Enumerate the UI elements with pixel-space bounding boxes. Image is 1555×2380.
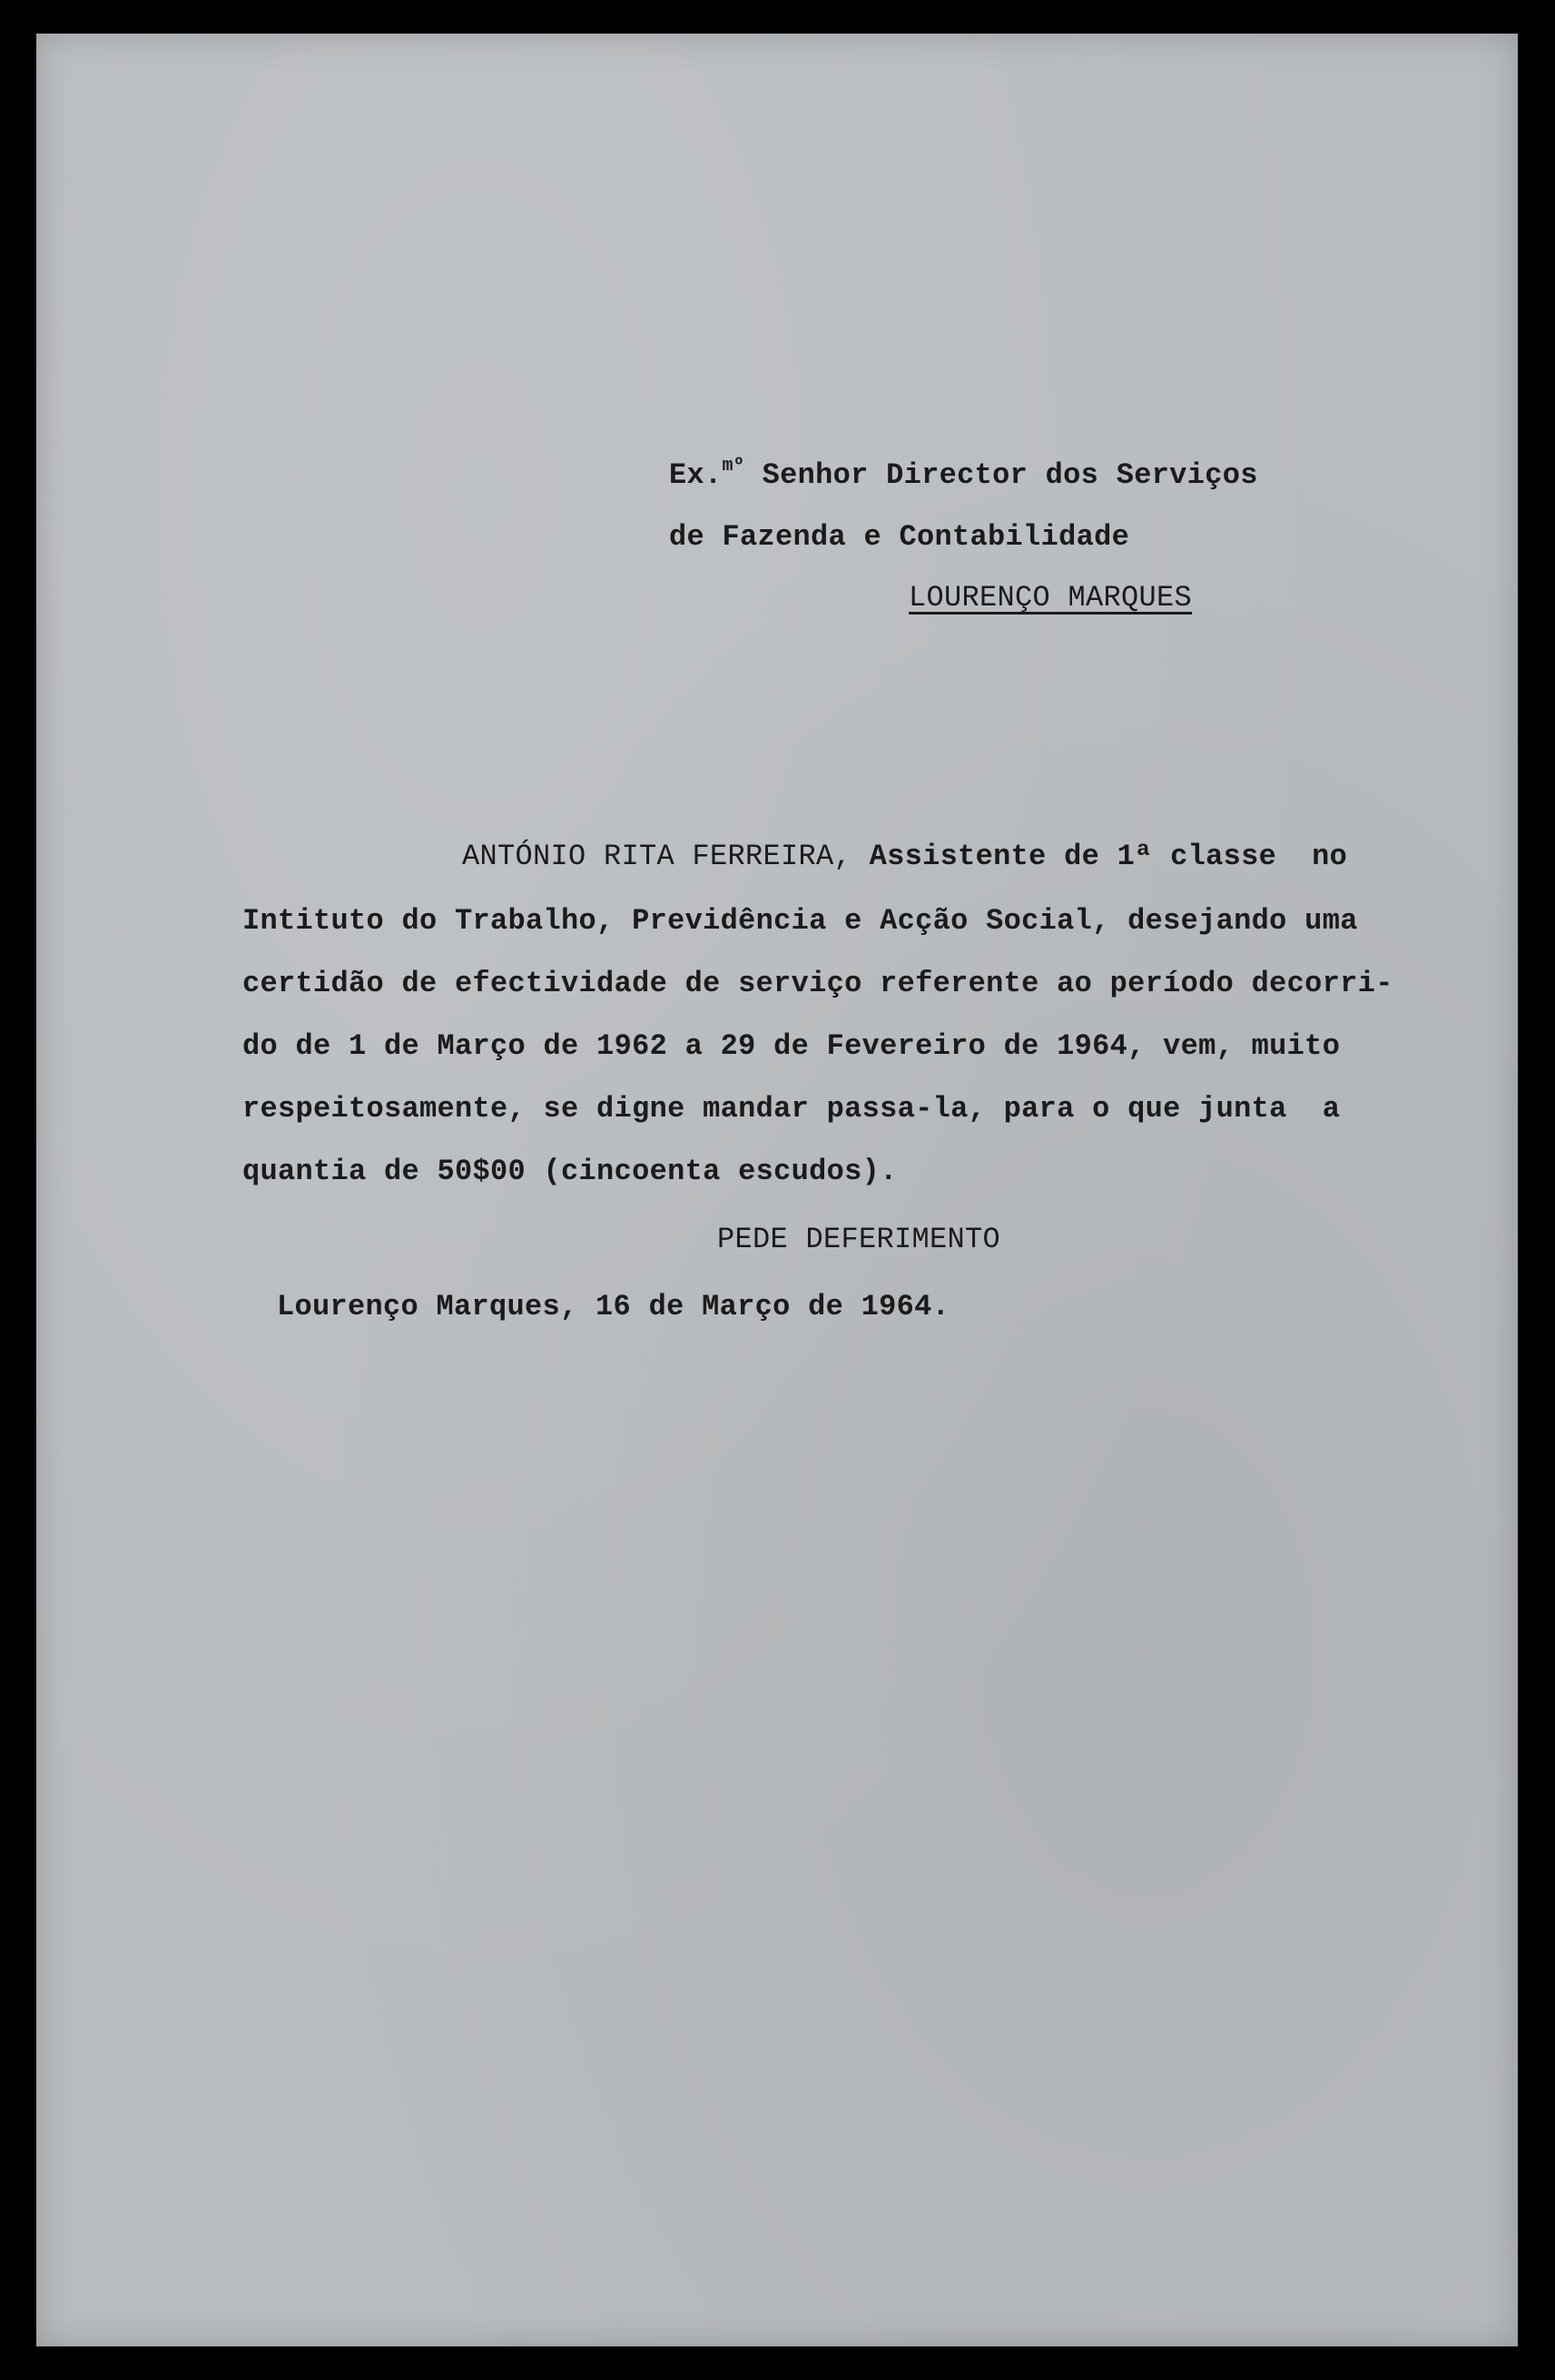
body-line-4: do de 1 de Março de 1962 a 29 de Fevereiro de 1964, vem, muito	[242, 1029, 1341, 1063]
address-line-2: de Fazenda e Contabilidade	[669, 520, 1130, 554]
petitioner-name: ANTÓNIO RITA FERREIRA,	[462, 840, 852, 873]
request-line: PEDE DEFERIMENTO	[717, 1223, 1001, 1256]
body-line-6: quantia de 50$00 (cincoenta escudos).	[242, 1155, 898, 1188]
salutation-prefix: Ex.	[669, 458, 723, 492]
body-line-1	[462, 842, 1347, 871]
body-line-5: respeitosamente, se digne mandar passa-la, para o que junta a	[242, 1092, 1341, 1126]
document-page	[36, 34, 1518, 2346]
place-date-line: Lourenço Marques, 16 de Março de 1964.	[277, 1290, 950, 1323]
address-line-1	[669, 456, 1258, 492]
salutation-superscript: mº	[722, 456, 745, 477]
address-line-1-rest: Senhor Director dos Serviços	[744, 458, 1258, 492]
address-city: LOURENÇO MARQUES	[909, 581, 1193, 615]
body-line-1-rest: Assistente de 1ª classe no	[851, 840, 1348, 873]
body-line-2: Intituto do Trabalho, Previdência e Acção Social, desejando uma	[242, 904, 1358, 938]
body-line-3: certidão de efectividade de serviço referente ao período decorri-	[242, 967, 1393, 1000]
